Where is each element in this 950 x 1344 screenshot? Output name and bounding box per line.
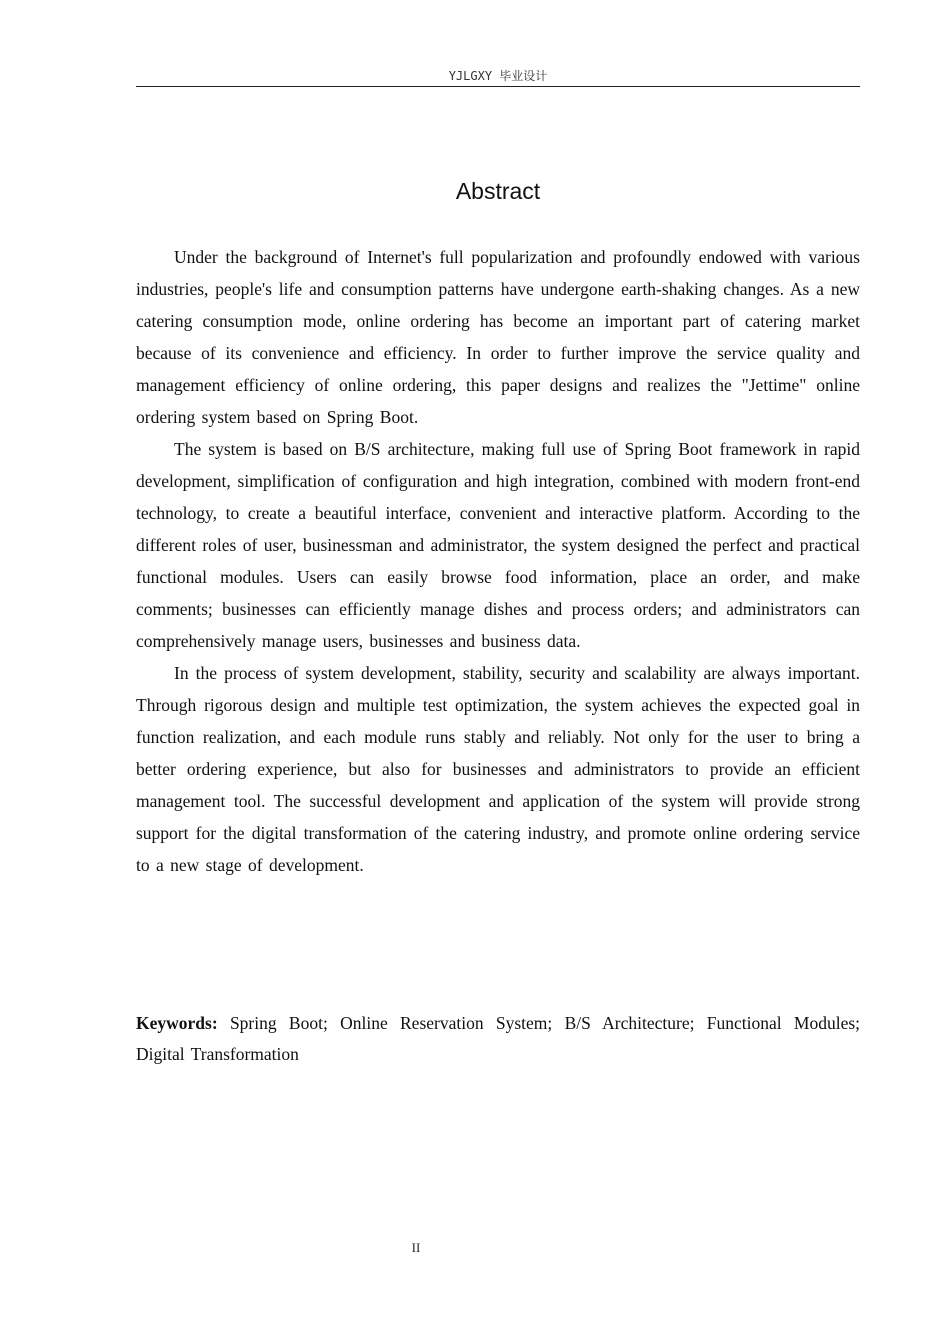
keywords-label: Keywords: <box>136 1013 218 1033</box>
keywords-text: Spring Boot; Online Reservation System; B/S Architecture; Functional Modules; Digital Transformation <box>136 1013 861 1064</box>
page-header <box>136 66 860 87</box>
abstract-paragraph-3: In the process of system development, stability, security and scalability are always important. Through rigorous design and multiple test optimization, the system achieves the expected goal in function realization, and each module runs stably and reliably. Not only for the user to bring a better ordering experience, but also for businesses and administrators to provide an efficient management tool. The successful development and application of the system will provide strong support for the digital transformation of the catering industry, and promote online ordering service to a new stage of development. <box>136 663 860 875</box>
header-text: YJLGXY 毕业设计 <box>448 69 548 83</box>
keywords-section <box>136 1008 860 1070</box>
abstract-paragraph-2: The system is based on B/S architecture, making full use of Spring Boot framework in rapid development, simplification of configuration and high integration, combined with modern front-end technology, to create a beautiful interface, convenient and interactive platform. According to the different roles of user, businessman and administrator, the system designed the perfect and practical functional modules. Users can easily browse food information, place an order, and make comments; businesses can efficiently manage dishes and process orders; and administrators can comprehensively manage users, businesses and business data. <box>136 439 860 651</box>
page-title: Abstract <box>455 178 541 204</box>
abstract-body <box>136 241 860 881</box>
page-number: II <box>411 1240 421 1255</box>
abstract-paragraph-1: Under the background of Internet's full popularization and profoundly endowed with various industries, people's life and consumption patterns have undergone earth-shaking changes. As a new catering consumption mode, online ordering has become an important part of catering market because of its convenience and efficiency. In order to further improve the service quality and management efficiency of online ordering, this paper designs and realizes the "Jettime" online ordering system based on Spring Boot. <box>136 247 860 427</box>
